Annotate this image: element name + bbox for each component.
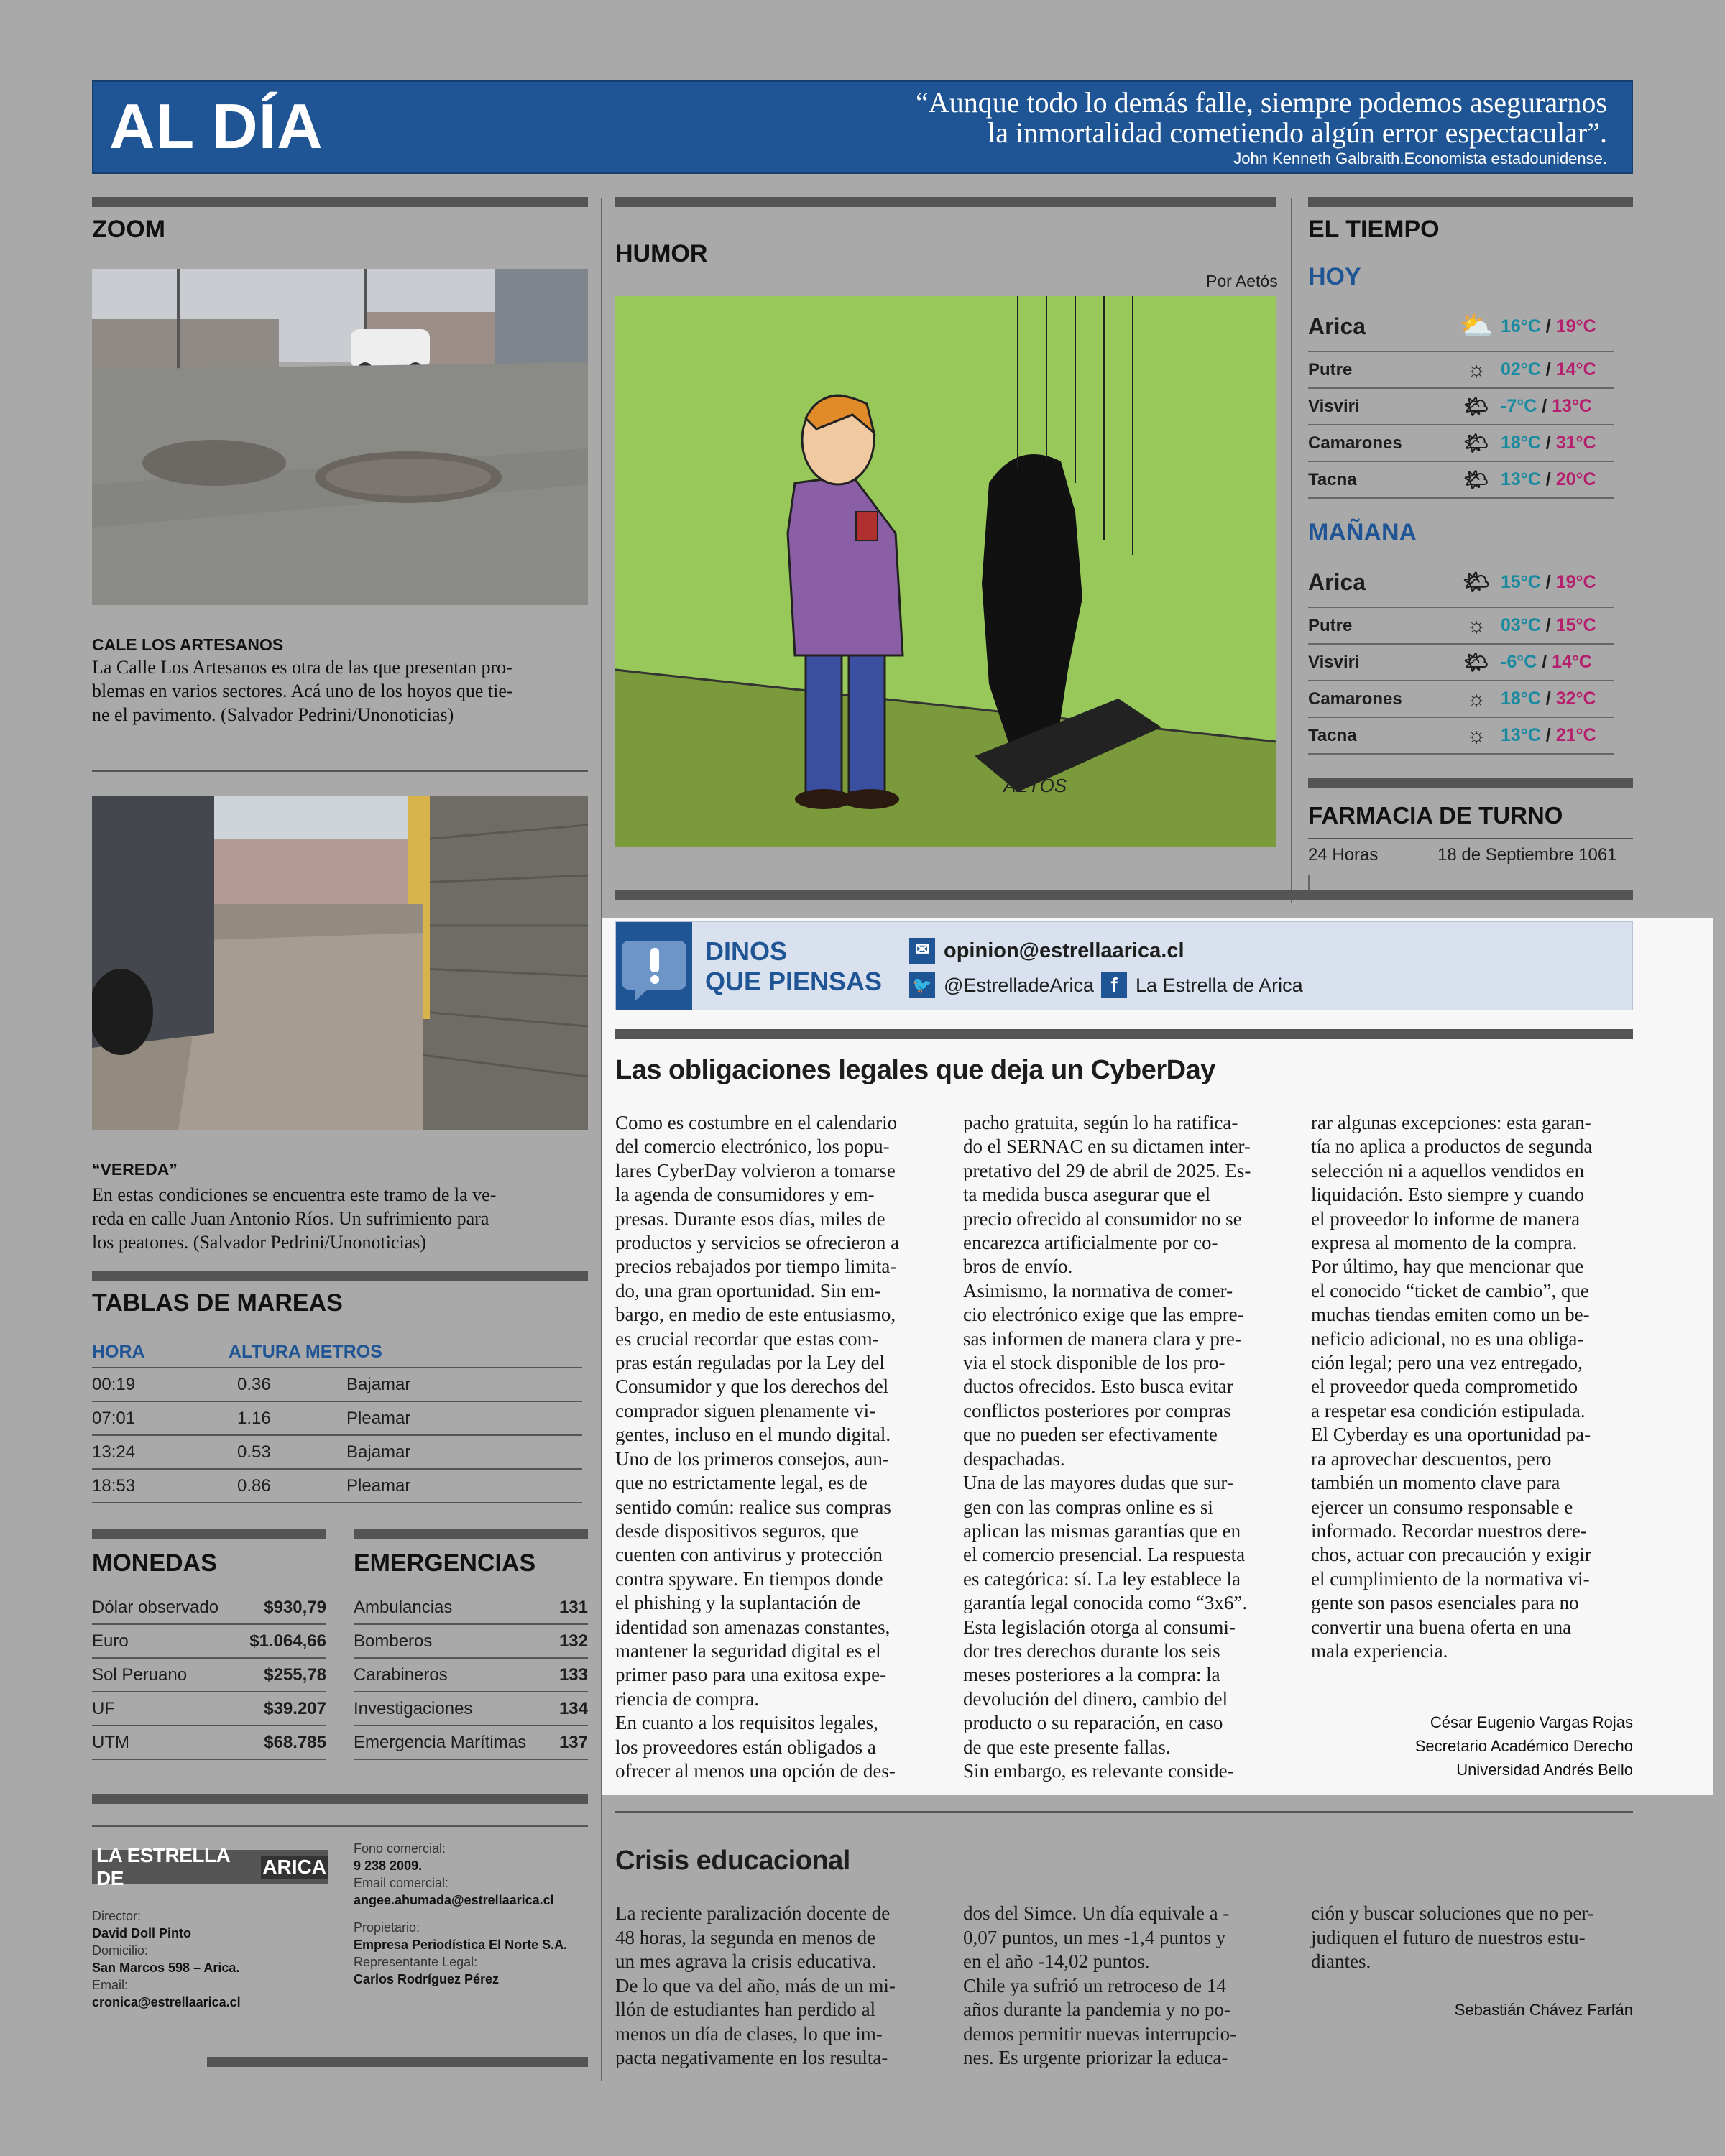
temp-min: -6°C xyxy=(1501,652,1537,672)
text-line: despachadas. xyxy=(963,1447,1065,1470)
credits-left xyxy=(92,1907,329,2011)
caption-line: ne el pavimento. (Salvador Pedrini/Unonoticias) xyxy=(92,704,454,725)
weather-row: Arica 🌤 15°C / 19°C xyxy=(1308,558,1614,608)
weather-city: Putre xyxy=(1308,615,1353,635)
farmacia-title: FARMACIA DE TURNO xyxy=(1308,802,1563,829)
text-line: Sin embargo, es relevante conside- xyxy=(963,1759,1234,1782)
emergencia-number: 131 xyxy=(558,1597,588,1617)
text-line: sas informen de manera clara y pre- xyxy=(963,1327,1241,1350)
tide-hora: 07:01 xyxy=(92,1408,136,1428)
tide-tipo: Pleamar xyxy=(346,1408,411,1428)
table-row xyxy=(354,1625,588,1659)
moneda-label: UF xyxy=(92,1698,115,1718)
farmacia-address: 18 de Septiembre 1061 xyxy=(1438,845,1617,865)
text-line: via el stock disponible de los pro- xyxy=(963,1352,1225,1374)
text-line: aplican las mismas garantías que en xyxy=(963,1519,1241,1542)
tiempo-top-bar xyxy=(1308,197,1633,207)
article-signature xyxy=(1311,1710,1633,1782)
facebook-icon: f xyxy=(1101,972,1127,998)
emergencia-label: Carabineros xyxy=(354,1664,448,1685)
tide-altura: 0.53 xyxy=(237,1442,271,1462)
farmacia-top-bar xyxy=(1308,778,1633,788)
photo1-caption-title: CALE LOS ARTESANOS xyxy=(92,635,284,654)
article-column-1 xyxy=(615,1111,946,1783)
text-line: que no pueden ser efectivamente xyxy=(963,1424,1218,1446)
sun-cloud-icon: 🌤 xyxy=(1463,469,1489,491)
text-line: dos del Simce. Un día equivale a - xyxy=(963,1902,1230,1924)
sun-cloud-icon: 🌤 xyxy=(1463,432,1489,454)
text-line: El Cyberday es una oportunidad pa- xyxy=(1311,1424,1591,1446)
author-name: César Eugenio Vargas Rojas xyxy=(1430,1713,1633,1731)
sun-icon: ☼ xyxy=(1466,723,1486,747)
emergencia-number: 134 xyxy=(558,1698,588,1718)
zoom-photo-street xyxy=(92,269,588,605)
moneda-value: $930,79 xyxy=(264,1597,326,1617)
temp-min: 16°C xyxy=(1501,315,1541,336)
text-line: De lo que va del año, más de un mi- xyxy=(615,1974,896,1996)
text-line: el proveedor lo informe de manera xyxy=(1311,1207,1581,1230)
text-line: del comercio electrónico, los popu- xyxy=(615,1135,890,1158)
weather-city: Tacna xyxy=(1308,469,1357,489)
moneda-label: Dólar observado xyxy=(92,1597,219,1617)
text-line: bargo, en medio de este entusiasmo, xyxy=(615,1304,896,1326)
credit-value[interactable]: cronica@estrellaarica.cl xyxy=(92,1995,241,2009)
text-line: demos permitir nuevas interrupcio- xyxy=(963,2022,1237,2045)
farmacia-info xyxy=(1308,845,1633,865)
moneda-label: Euro xyxy=(92,1631,129,1651)
text-line: pacta negativamente en los resulta- xyxy=(615,2047,888,2068)
temp-min: 13°C xyxy=(1501,725,1541,745)
tide-altura: 0.86 xyxy=(237,1475,271,1496)
monedas-title: MONEDAS xyxy=(92,1549,217,1577)
tide-hora: 13:24 xyxy=(92,1442,136,1462)
caption-line: La Calle Los Artesanos es otra de las que presentan pro- xyxy=(92,657,512,678)
text-line: ductos ofrecidos. Esto busca evitar xyxy=(963,1376,1233,1398)
emergencia-label: Ambulancias xyxy=(354,1597,453,1617)
moneda-value: $255,78 xyxy=(264,1664,326,1685)
crisis-top-rule xyxy=(615,1811,1633,1813)
weather-row: Camarones 🌤 18°C / 31°C xyxy=(1308,425,1614,462)
temp-min: 15°C xyxy=(1501,571,1541,592)
credit-label: Domicilio: xyxy=(92,1943,149,1958)
weather-row: Visviri 🌤 -6°C / 14°C xyxy=(1308,645,1614,681)
text-line: ejercer un consumo responsable e xyxy=(1311,1496,1573,1518)
table-row xyxy=(354,1692,588,1726)
dinos-line2: QUE PIENSAS xyxy=(705,967,883,996)
opinion-email-text[interactable]: opinion@estrellaarica.cl xyxy=(944,939,1184,962)
weather-city: Camarones xyxy=(1308,433,1402,453)
temp-min: -7°C xyxy=(1501,396,1537,416)
sun-icon: ☼ xyxy=(1466,686,1486,711)
table-row xyxy=(92,1591,326,1625)
temp-max: 14°C xyxy=(1552,652,1592,672)
text-line: bros de envío. xyxy=(963,1256,1073,1278)
emergencia-number: 133 xyxy=(558,1664,588,1685)
text-line: el phishing y la suplantación de xyxy=(615,1592,861,1614)
tides-table xyxy=(92,1337,582,1503)
credit-label: Email comercial: xyxy=(354,1876,449,1890)
text-line: que no estrictamente legal, es de xyxy=(615,1472,868,1494)
temp-min: 02°C xyxy=(1501,359,1541,379)
text-line: do el SERNAC en su dictamen inter- xyxy=(963,1135,1251,1158)
moneda-value: $1.064,66 xyxy=(249,1631,326,1651)
caption-line: blemas en varios sectores. Acá uno de los hoyos que tie- xyxy=(92,681,513,701)
weather-city: Putre xyxy=(1308,359,1353,379)
text-line: En cuanto a los requisitos legales, xyxy=(615,1712,878,1734)
text-line: cuenten con antivirus y protección xyxy=(615,1544,883,1566)
caption-line: reda en calle Juan Antonio Ríos. Un sufrimiento para xyxy=(92,1208,489,1229)
article-title: Las obligaciones legales que deja un CyberDay xyxy=(615,1055,1215,1085)
temp-max: 14°C xyxy=(1555,359,1596,379)
text-line: selección ni a aquellos vendidos en xyxy=(1311,1159,1585,1181)
table-row xyxy=(92,1726,326,1760)
article-column-3 xyxy=(1311,1111,1642,1663)
credit-value: Carlos Rodríguez Pérez xyxy=(354,1972,500,1986)
sun-cloud-icon: 🌤 xyxy=(1463,395,1489,418)
credits-top-bar xyxy=(92,1794,588,1804)
text-line: llón de estudiantes han perdido al xyxy=(615,1999,876,2020)
farmacia-hours: 24 Horas xyxy=(1308,845,1379,865)
text-line: Chile ya sufrió un retroceso de 14 xyxy=(963,1974,1226,1996)
emergencias-top-bar xyxy=(354,1529,588,1539)
photo1-caption xyxy=(92,655,595,727)
crisis-author: Sebastián Chávez Farfán xyxy=(1454,2001,1633,2019)
emergencia-label: Emergencia Marítimas xyxy=(354,1732,527,1752)
exclamation-bubble-icon xyxy=(616,922,692,1010)
text-line: identidad son amenazas constantes, xyxy=(615,1616,891,1638)
column-divider-right xyxy=(1291,198,1292,903)
temp-max: 20°C xyxy=(1555,469,1596,489)
emergencias-title: EMERGENCIAS xyxy=(354,1549,536,1577)
col-altura: ALTURA METROS xyxy=(229,1341,382,1362)
partly-cloudy-icon: ⛅ xyxy=(1459,311,1494,341)
crisis-column-3 xyxy=(1311,1902,1642,1974)
text-line: encarezca artificialmente por co- xyxy=(963,1232,1218,1254)
sun-icon: ☼ xyxy=(1466,357,1486,382)
caption-line: los peatones. (Salvador Pedrini/Unonoticias) xyxy=(92,1232,427,1253)
temp-max: 13°C xyxy=(1552,396,1592,416)
text-line: el cumplimiento de la normativa vi- xyxy=(1311,1567,1590,1590)
text-line: también un momento clave para xyxy=(1311,1472,1560,1494)
weather-tomorrow xyxy=(1308,558,1614,755)
monedas-table xyxy=(92,1591,326,1760)
text-line: los proveedores están obligados a xyxy=(615,1736,876,1758)
text-line: Uno de los primeros consejos, aun- xyxy=(615,1447,889,1470)
temp-max: 19°C xyxy=(1555,315,1596,336)
text-line: 0,07 puntos, un mes -1,4 puntos y xyxy=(963,1926,1226,1948)
humor-top-bar xyxy=(615,197,1276,207)
text-line: un mes agrava la crisis educativa. xyxy=(615,1950,876,1972)
zoom-top-bar xyxy=(92,197,588,207)
weather-row: Camarones ☼ 18°C / 32°C xyxy=(1308,681,1614,718)
text-line: lares CyberDay volvieron a tomarse xyxy=(615,1159,896,1181)
text-line: diantes. xyxy=(1311,1950,1371,1972)
caption-line: En estas condiciones se encuentra este tramo de la ve- xyxy=(92,1184,497,1205)
humor-byline: Por Aetós xyxy=(1206,272,1278,290)
text-line: tía no aplica a productos de segunda xyxy=(1311,1135,1593,1158)
text-line: ta medida busca asegurar que el xyxy=(963,1184,1211,1206)
credit-value: David Doll Pinto xyxy=(92,1926,192,1940)
text-line: años durante la pandemia y no po- xyxy=(963,1999,1230,2020)
text-line: la agenda de consumidores y em- xyxy=(615,1184,875,1206)
text-line: mala experiencia. xyxy=(1311,1639,1448,1662)
zoom-title: ZOOM xyxy=(92,216,165,243)
emergencia-number: 137 xyxy=(558,1732,588,1752)
credit-label: Propietario: xyxy=(354,1920,420,1935)
table-row xyxy=(92,1692,326,1726)
humor-cartoon xyxy=(615,296,1276,847)
zoom-photo-sidewalk xyxy=(92,796,588,1130)
zoom-divider xyxy=(92,770,588,772)
author-role: Secretario Académico Derecho xyxy=(1414,1737,1633,1755)
temp-max: 15°C xyxy=(1555,615,1596,635)
credits-rule xyxy=(92,1825,588,1827)
cartoon-signature: AETÓS xyxy=(1003,775,1067,796)
temp-min: 18°C xyxy=(1501,688,1541,709)
credit-value: San Marcos 598 – Arica. xyxy=(92,1961,240,1975)
temp-max: 21°C xyxy=(1555,725,1596,745)
text-line: devolución del dinero, cambio del xyxy=(963,1687,1228,1710)
text-line: gentes, incluso en el mundo digital. xyxy=(615,1424,891,1446)
text-line: Por último, hay que mencionar que xyxy=(1311,1256,1584,1278)
text-line: contra spyware. En tiempos donde xyxy=(615,1567,883,1590)
weather-today xyxy=(1308,302,1614,499)
text-line: Esta legislación otorga al consumi- xyxy=(963,1616,1236,1638)
quote-line-2: la inmortalidad cometiendo algún error espectacular”. xyxy=(988,116,1607,149)
text-line: cio electrónico exige que las empre- xyxy=(963,1304,1244,1326)
text-line: 48 horas, la segunda en menos de xyxy=(615,1926,876,1948)
table-row xyxy=(92,1659,326,1692)
credit-value: 9 238 2009. xyxy=(354,1858,423,1873)
opinion-top-bar xyxy=(615,890,1633,900)
credits-right xyxy=(354,1840,591,1988)
article-column-2 xyxy=(963,1111,1294,1783)
moneda-label: Sol Peruano xyxy=(92,1664,188,1685)
weather-row: Putre ☼ 03°C / 15°C xyxy=(1308,608,1614,645)
text-line: rar algunas excepciones: esta garan- xyxy=(1311,1112,1591,1133)
text-line: judiquen el futuro de nuestros estu- xyxy=(1311,1926,1586,1948)
tide-hora: 18:53 xyxy=(92,1475,136,1496)
text-line: conflictos posteriores por compras xyxy=(963,1399,1231,1422)
table-row xyxy=(92,1470,582,1503)
mail-icon: ✉ xyxy=(909,938,935,964)
table-row xyxy=(354,1726,588,1760)
photo2-caption-title: “VEREDA” xyxy=(92,1160,178,1179)
tide-tipo: Pleamar xyxy=(346,1475,411,1496)
text-line: primer paso para una exitosa expe- xyxy=(615,1664,887,1686)
twitter-icon: 🐦 xyxy=(909,972,935,998)
text-line: do, una gran oportunidad. Sin em- xyxy=(615,1279,881,1302)
text-line: gente son pasos esenciales para no xyxy=(1311,1592,1579,1614)
quote-line-1: “Aunque todo lo demás falle, siempre podemos asegurarnos xyxy=(916,86,1607,119)
text-line: el proveedor queda comprometido xyxy=(1311,1376,1578,1398)
section-masthead xyxy=(92,80,1633,174)
credit-label: Email: xyxy=(92,1978,129,1992)
table-row xyxy=(92,1368,582,1402)
weather-row: Arica ⛅ 16°C / 19°C xyxy=(1308,302,1614,352)
credit-value: Empresa Periodística El Norte S.A. xyxy=(354,1938,568,1952)
text-line: sentido común: realice sus compras xyxy=(615,1496,891,1518)
text-line: el comercio presencial. La respuesta xyxy=(963,1544,1246,1566)
text-line: pacho gratuita, según lo ha ratifica- xyxy=(963,1112,1238,1133)
author-org: Universidad Andrés Bello xyxy=(1456,1761,1633,1779)
logo-text: LA ESTRELLA DE xyxy=(96,1844,230,1889)
quote-author: John Kenneth Galbraith.Economista estadounidense. xyxy=(1233,149,1607,167)
dinos-line1: DINOS xyxy=(705,936,788,966)
credit-label: Fono comercial: xyxy=(354,1841,446,1856)
weather-city: Visviri xyxy=(1308,396,1360,416)
text-line: precios rebajados por tiempo limita- xyxy=(615,1256,897,1278)
crisis-column-1 xyxy=(615,1902,946,2070)
dinos-que-piensas-box xyxy=(615,921,1633,1010)
photo2-caption xyxy=(92,1183,595,1254)
text-line: riencia de compra. xyxy=(615,1687,760,1710)
text-line: ra aprovechar descuentos, pero xyxy=(1311,1447,1552,1470)
table-row xyxy=(92,1625,326,1659)
emergencia-label: Bomberos xyxy=(354,1631,433,1651)
credit-value[interactable]: angee.ahumada@estrellaarica.cl xyxy=(354,1893,554,1907)
text-line: pretativo del 29 de abril de 2025. Es- xyxy=(963,1159,1251,1181)
text-line: liquidación. Esto siempre y cuando xyxy=(1311,1184,1585,1206)
text-line: en el año -14,02 puntos. xyxy=(963,1950,1150,1972)
manana-label: MAÑANA xyxy=(1308,519,1417,546)
credit-label: Representante Legal: xyxy=(354,1955,478,1969)
text-line: chos, actuar con precaución y exigir xyxy=(1311,1544,1591,1566)
moneda-label: UTM xyxy=(92,1732,129,1752)
emergencia-number: 132 xyxy=(558,1631,588,1651)
text-line: menos un día de clases, lo que im- xyxy=(615,2022,883,2045)
temp-max: 31°C xyxy=(1555,433,1596,453)
text-line: informado. Recordar nuestros dere- xyxy=(1311,1519,1587,1542)
facebook-page[interactable]: La Estrella de Arica xyxy=(1136,974,1303,996)
text-line: dor tres derechos durante los seis xyxy=(963,1639,1220,1662)
emergencias-table xyxy=(354,1591,588,1760)
weather-row: Visviri 🌤 -7°C / 13°C xyxy=(1308,389,1614,425)
section-name: AL DÍA xyxy=(109,91,323,162)
text-line: ción legal; pero una vez entregado, xyxy=(1311,1352,1583,1374)
tide-tipo: Bajamar xyxy=(346,1442,411,1462)
weather-city: Arica xyxy=(1308,313,1366,339)
col-hora: HORA xyxy=(92,1341,145,1362)
sun-cloud-icon: 🌤 xyxy=(1463,651,1489,673)
text-line: precio ofrecido al consumidor no se xyxy=(963,1207,1242,1230)
text-line: presas. Durante esos días, miles de xyxy=(615,1207,886,1230)
text-line: neficio adicional, no es una obliga- xyxy=(1311,1327,1584,1350)
text-line: comprador siguen plenamente vi- xyxy=(615,1399,876,1422)
table-row xyxy=(354,1591,588,1625)
crisis-title: Crisis educacional xyxy=(615,1846,850,1876)
weather-row: Tacna ☼ 13°C / 21°C xyxy=(1308,718,1614,755)
moneda-value: $39.207 xyxy=(264,1698,326,1718)
tides-header xyxy=(92,1337,582,1368)
credits-bottom-bar xyxy=(207,2057,588,2067)
logo-text-arica: ARICA xyxy=(262,1856,326,1878)
newspaper-logo xyxy=(92,1844,328,1889)
dinos-title xyxy=(705,936,882,997)
weather-city: Visviri xyxy=(1308,652,1360,672)
table-row xyxy=(92,1402,582,1436)
table-row xyxy=(92,1436,582,1470)
sun-cloud-icon: 🌤 xyxy=(1462,570,1491,594)
temp-max: 19°C xyxy=(1555,571,1596,592)
temp-max: 32°C xyxy=(1555,688,1596,709)
tide-tipo: Bajamar xyxy=(346,1374,411,1394)
text-line: La reciente paralización docente de xyxy=(615,1902,891,1924)
tide-hora: 00:19 xyxy=(92,1374,136,1394)
opinion-email[interactable] xyxy=(909,938,1184,964)
monedas-top-bar xyxy=(92,1529,326,1539)
tide-altura: 1.16 xyxy=(237,1408,271,1428)
temp-min: 03°C xyxy=(1501,615,1541,635)
weather-city: Arica xyxy=(1308,568,1366,595)
tides-title: TABLAS DE MAREAS xyxy=(92,1289,343,1317)
text-line: garantía legal conocida como “3x6”. xyxy=(963,1592,1248,1614)
quote xyxy=(673,88,1607,148)
credit-label: Director: xyxy=(92,1909,142,1923)
moneda-value: $68.785 xyxy=(264,1732,326,1752)
opinion-social xyxy=(909,972,1303,998)
text-line: expresa al momento de la compra. xyxy=(1311,1232,1578,1254)
text-line: mantener la seguridad digital es el xyxy=(615,1639,881,1662)
temp-min: 13°C xyxy=(1501,469,1541,489)
text-line: desde dispositivos seguros, que xyxy=(615,1519,859,1542)
text-line: nes. Es urgente priorizar la educa- xyxy=(963,2047,1228,2068)
emergencia-label: Investigaciones xyxy=(354,1698,473,1718)
farmacia-rule xyxy=(1308,838,1633,839)
text-line: pras están reguladas por la Ley del xyxy=(615,1352,885,1374)
text-line: productos y servicios se ofrecieron a xyxy=(615,1232,900,1254)
tide-altura: 0.36 xyxy=(237,1374,271,1394)
text-line: de que este presente fallas. xyxy=(963,1736,1171,1758)
text-line: meses posteriores a la compra: la xyxy=(963,1664,1220,1686)
text-line: a respetar esa condición estipulada. xyxy=(1311,1399,1586,1422)
text-line: es categórica: sí. La ley establece la xyxy=(963,1567,1241,1590)
hoy-label: HOY xyxy=(1308,263,1361,290)
text-line: muchas tiendas emiten como un be- xyxy=(1311,1304,1590,1326)
text-line: producto o su reparación, en caso xyxy=(963,1712,1223,1734)
text-line: convertir una buena oferta en una xyxy=(1311,1616,1572,1638)
sun-icon: ☼ xyxy=(1466,613,1486,637)
tiempo-title: EL TIEMPO xyxy=(1308,216,1440,243)
weather-row: Tacna 🌤 13°C / 20°C xyxy=(1308,462,1614,499)
text-line: Asimismo, la normativa de comer- xyxy=(963,1279,1233,1302)
text-line: Consumidor y que los derechos del xyxy=(615,1376,889,1398)
weather-row: Putre ☼ 02°C / 14°C xyxy=(1308,352,1614,389)
text-line: gen con las compras online es si xyxy=(963,1496,1213,1518)
table-row xyxy=(354,1659,588,1692)
text-line: el conocido “ticket de cambio”, que xyxy=(1311,1279,1589,1302)
crisis-column-2 xyxy=(963,1902,1294,2070)
text-line: ofrecer al menos una opción de des- xyxy=(615,1759,896,1782)
temp-min: 18°C xyxy=(1501,433,1541,453)
twitter-handle[interactable]: @EstrelladeArica xyxy=(944,974,1094,996)
humor-title: HUMOR xyxy=(615,240,708,267)
weather-city: Camarones xyxy=(1308,688,1402,709)
text-line: ción y buscar soluciones que no per- xyxy=(1311,1902,1594,1924)
text-line: es crucial recordar que estas com- xyxy=(615,1327,879,1350)
weather-city: Tacna xyxy=(1308,725,1357,745)
text-line: Una de las mayores dudas que sur- xyxy=(963,1472,1233,1494)
tides-top-bar xyxy=(92,1271,588,1281)
article-top-bar xyxy=(615,1029,1633,1039)
text-line: Como es costumbre en el calendario xyxy=(615,1112,898,1133)
